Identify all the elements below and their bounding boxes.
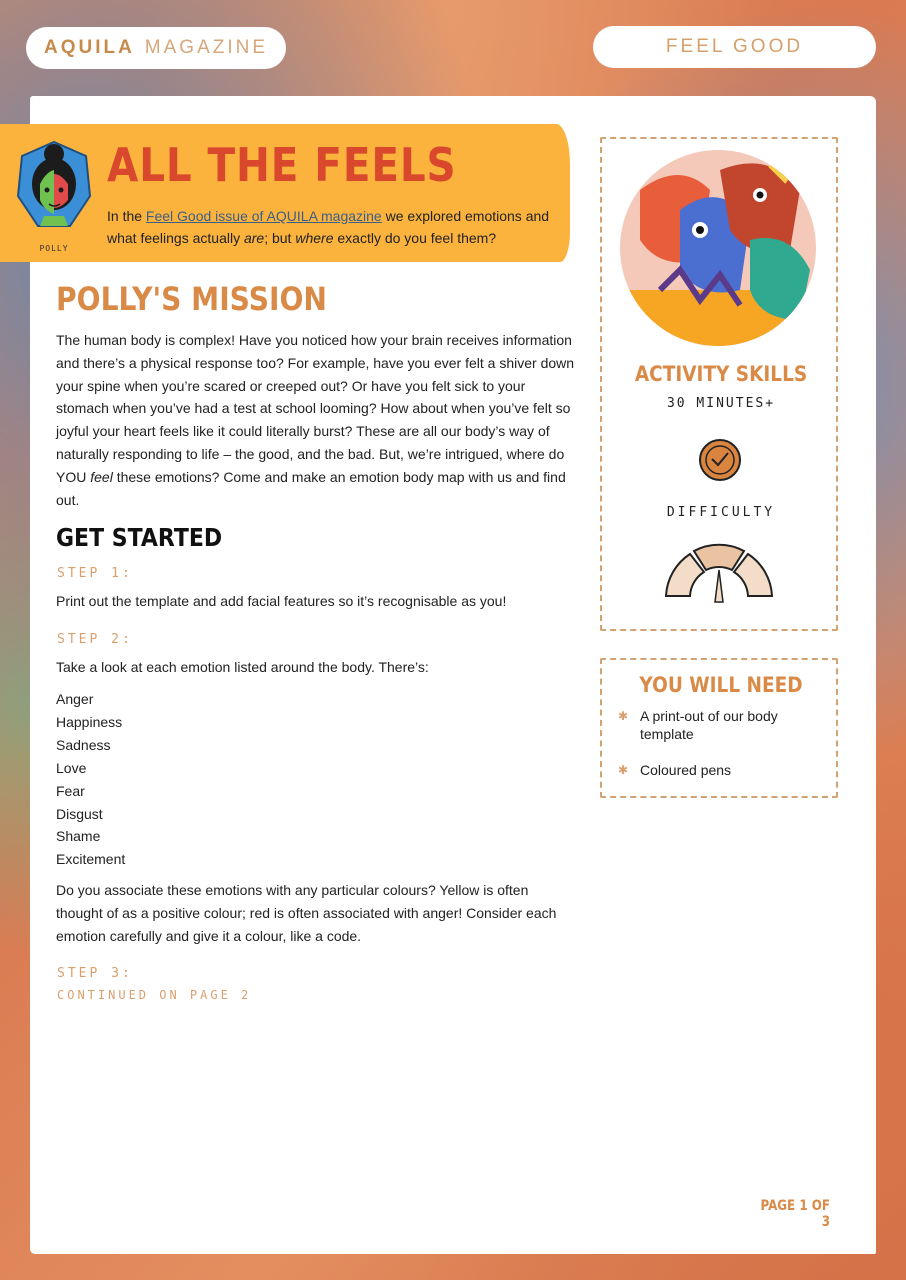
avatar-label: POLLY bbox=[39, 244, 69, 253]
section-pill: FEEL GOOD bbox=[593, 26, 876, 68]
asterisk-bullet-icon: ✱ bbox=[618, 763, 629, 777]
list-item: Sadness bbox=[56, 736, 111, 753]
emotion-list bbox=[56, 688, 125, 871]
asterisk-bullet-icon: ✱ bbox=[618, 709, 629, 723]
activity-skills-heading: ACTIVITY SKILLS bbox=[634, 362, 808, 386]
brand-suffix: MAGAZINE bbox=[144, 37, 269, 58]
you-will-need-heading: YOU WILL NEED bbox=[639, 673, 803, 697]
banner-intro-text bbox=[107, 205, 557, 249]
mission-text-a: The human body is complex! Have you noticed how your brain receives information and there’s a physical response too? For example, have you ever felt a shiver down your spine when you’re scared or creeped out? Or have you felt sick to your stomach when you’ve had a test at school looming? How about when you’ve felt so joyful your heart feels like it could literally burst? These are all our body’s way of naturally responding to life – the good, and the bad. But, we’re intrigued, where do YOU bbox=[56, 332, 575, 485]
difficulty-label: DIFFICULTY bbox=[666, 505, 776, 520]
list-item: Excitement bbox=[56, 851, 126, 868]
feel-good-issue-link[interactable]: Feel Good issue of AQUILA magazine bbox=[145, 208, 382, 224]
list-item: Love bbox=[56, 759, 87, 776]
material-text: A print-out of our body template bbox=[640, 708, 778, 742]
mission-text-b: these emotions? Come and make an emotion body map with us and find out. bbox=[56, 468, 566, 508]
list-item: Anger bbox=[56, 691, 94, 707]
page-title: ALL THE FEELS bbox=[107, 138, 457, 192]
get-started-heading: GET STARTED bbox=[56, 523, 223, 552]
clock-icon bbox=[695, 437, 745, 483]
list-item: Disgust bbox=[56, 805, 103, 822]
continued-note: CONTINUED ON PAGE 2 bbox=[57, 988, 252, 1002]
list-item bbox=[618, 761, 818, 779]
page-number: PAGE 1 OF 3 bbox=[760, 1198, 830, 1230]
step-1-text: Print out the template and add facial features so it’s recognisable as you! bbox=[56, 593, 507, 609]
mission-heading: POLLY'S MISSION bbox=[56, 280, 327, 318]
list-item: Shame bbox=[56, 828, 101, 845]
step-2-label: STEP 2: bbox=[57, 632, 133, 647]
intro-mid2: ; but bbox=[264, 230, 296, 246]
brand-name: AQUILA bbox=[43, 37, 135, 58]
emotion-masks-illustration bbox=[620, 150, 816, 346]
duration-text: 30 MINUTES+ bbox=[666, 396, 776, 411]
list-item: Fear bbox=[56, 782, 85, 799]
intro-suffix: exactly do you feel them? bbox=[333, 230, 497, 246]
material-text: Coloured pens bbox=[640, 762, 732, 778]
intro-emphasis-where: where bbox=[295, 230, 334, 246]
materials-list bbox=[618, 707, 818, 797]
list-item: Happiness bbox=[56, 713, 123, 730]
intro-mid: we explored emotions and what feelings actually bbox=[107, 208, 550, 246]
step-2-followup: Do you associate these emotions with any particular colours? Yellow is often thought of as a positive colour; red is often associated with anger! Consider each emotion carefully and give it a colour, like a code. bbox=[56, 882, 557, 944]
polly-avatar-icon bbox=[14, 134, 94, 254]
list-item bbox=[618, 707, 818, 743]
intro-prefix: In the bbox=[107, 208, 146, 224]
difficulty-gauge-icon bbox=[660, 540, 778, 606]
step-2-text: Take a look at each emotion listed around the body. There’s: bbox=[56, 659, 429, 675]
mission-text-emphasis: feel bbox=[90, 468, 113, 485]
step-3-label: STEP 3: bbox=[57, 966, 133, 981]
magazine-brand-pill bbox=[26, 27, 286, 69]
mission-paragraph bbox=[56, 329, 576, 511]
step-1-label: STEP 1: bbox=[57, 566, 133, 581]
intro-emphasis-are: are bbox=[243, 230, 265, 246]
